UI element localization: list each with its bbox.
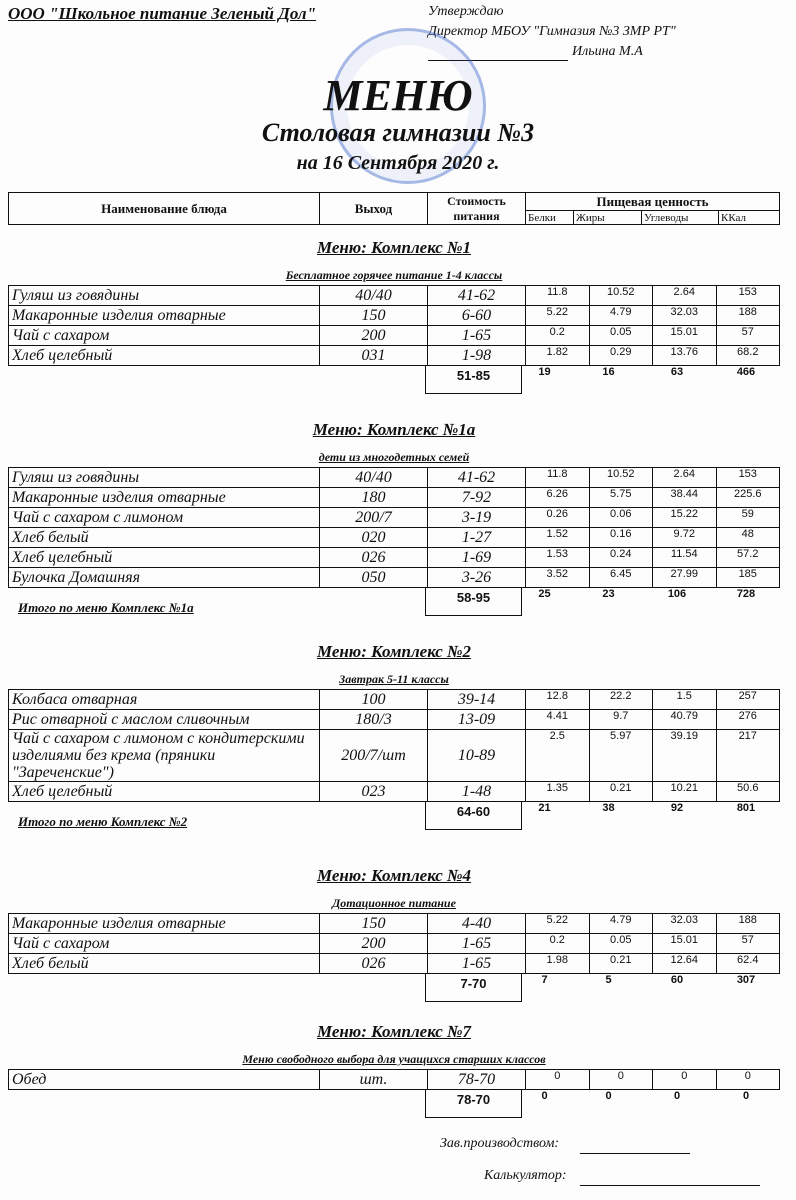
dish-yield: 40/40 [320, 286, 428, 306]
table-row [9, 286, 780, 306]
dish-yield: 100 [320, 690, 428, 710]
dish-fat: 4.79 [589, 914, 653, 934]
dish-kcal: 68.2 [716, 346, 780, 366]
col-protein: Белки [526, 211, 574, 225]
dish-fat: 0.21 [589, 782, 653, 802]
table-row [9, 934, 780, 954]
table-row [9, 1070, 780, 1090]
dish-carbs: 15.01 [653, 326, 717, 346]
dish-protein: 0 [526, 1070, 590, 1090]
total-nutrition-value: 801 [736, 802, 756, 814]
dish-protein: 4.41 [526, 710, 590, 730]
dish-protein: 5.22 [526, 306, 590, 326]
dish-name: Рис отварной с маслом сливочным [9, 710, 320, 730]
dish-name: Обед [9, 1070, 320, 1090]
dish-protein: 1.82 [526, 346, 590, 366]
dish-fat: 6.45 [589, 568, 653, 588]
dish-name: Макаронные изделия отварные [9, 306, 320, 326]
dish-carbs: 15.01 [653, 934, 717, 954]
dish-cost: 39-14 [428, 690, 526, 710]
total-nutrition-value: 38 [602, 802, 615, 814]
production-signature-line [580, 1152, 690, 1154]
dish-kcal: 62.4 [716, 954, 780, 974]
dish-protein: 5.22 [526, 914, 590, 934]
dish-fat: 0.24 [589, 548, 653, 568]
menu-section [8, 866, 780, 1002]
dish-protein: 11.8 [526, 286, 590, 306]
section-subtitle: дети из многодетных семей [318, 450, 470, 464]
total-nutrition-value: 60 [670, 974, 684, 986]
total-nutrition-value: 92 [670, 802, 684, 814]
menu-section [8, 642, 780, 830]
dish-name: Чай с сахаром [9, 326, 320, 346]
dish-yield: 200/7/шт [320, 730, 428, 782]
total-nutrition-value: 7 [541, 974, 548, 986]
dish-name: Чай с сахаром с лимоном с кондитерскими изделиями без крема (пряники "Зареченские") [9, 730, 320, 782]
dish-table [8, 467, 780, 588]
calculator-signature-line [580, 1184, 760, 1186]
dish-kcal: 188 [716, 914, 780, 934]
dish-carbs: 2.64 [653, 286, 717, 306]
table-row [9, 468, 780, 488]
dish-carbs: 11.54 [653, 548, 717, 568]
dish-kcal: 276 [716, 710, 780, 730]
dish-carbs: 15.22 [653, 508, 717, 528]
dish-yield: 026 [320, 548, 428, 568]
section-title: Меню: Комплекс №4 [316, 866, 472, 885]
dish-carbs: 39.19 [653, 730, 717, 782]
table-row [9, 326, 780, 346]
calculator-label: Калькулятор: [484, 1168, 567, 1183]
dish-fat: 0 [589, 1070, 653, 1090]
menu-section [8, 420, 780, 616]
menu-section [8, 1022, 780, 1118]
total-nutrition-value: 728 [736, 588, 756, 600]
dish-protein: 1.52 [526, 528, 590, 548]
dish-yield: 40/40 [320, 468, 428, 488]
dish-yield: 026 [320, 954, 428, 974]
dish-yield: шт. [320, 1070, 428, 1090]
dish-fat: 5.75 [589, 488, 653, 508]
dish-yield: 050 [320, 568, 428, 588]
dish-cost: 1-65 [428, 934, 526, 954]
production-manager-label: Зав.производством: [440, 1136, 560, 1151]
total-cost: 58-95 [425, 588, 522, 616]
total-label: Итого по меню Комплекс №1а [18, 600, 194, 615]
dish-carbs: 0 [653, 1070, 717, 1090]
col-carbs: Углеводы [642, 211, 719, 225]
dish-carbs: 32.03 [653, 306, 717, 326]
dish-cost: 1-65 [428, 954, 526, 974]
dish-protein: 1.53 [526, 548, 590, 568]
col-kcal: ККал [719, 211, 780, 225]
section-total [8, 588, 780, 616]
dish-fat: 0.05 [589, 934, 653, 954]
dish-cost: 13-09 [428, 710, 526, 730]
menu-section [8, 238, 780, 394]
total-nutrition-value: 19 [538, 366, 551, 378]
dish-protein: 0.2 [526, 934, 590, 954]
dish-fat: 10.52 [589, 468, 653, 488]
total-nutrition-value: 0 [742, 1090, 750, 1102]
dish-cost: 78-70 [428, 1070, 526, 1090]
total-nutrition-value: 307 [736, 974, 756, 986]
dish-protein: 1.98 [526, 954, 590, 974]
dish-carbs: 1.5 [653, 690, 717, 710]
dish-name: Макаронные изделия отварные [9, 488, 320, 508]
dish-kcal: 48 [716, 528, 780, 548]
dish-kcal: 57.2 [716, 548, 780, 568]
dish-carbs: 40.79 [653, 710, 717, 730]
dish-carbs: 2.64 [653, 468, 717, 488]
dish-fat: 0.05 [589, 326, 653, 346]
dish-fat: 4.79 [589, 306, 653, 326]
dish-protein: 0.2 [526, 326, 590, 346]
col-nutrition: Пищевая ценность [526, 193, 780, 211]
section-total [8, 802, 780, 830]
dish-yield: 180 [320, 488, 428, 508]
section-title: Меню: Комплекс №7 [316, 1022, 472, 1041]
section-subtitle: Бесплатное горячее питание 1-4 классы [285, 268, 503, 282]
dish-table [8, 285, 780, 366]
total-nutrition-value: 23 [602, 588, 615, 600]
dish-kcal: 57 [716, 326, 780, 346]
dish-protein: 12.8 [526, 690, 590, 710]
total-cost: 78-70 [425, 1090, 522, 1118]
dish-cost: 6-60 [428, 306, 526, 326]
section-subtitle: Меню свободного выбора для учащихся старших классов [242, 1052, 546, 1066]
menu-title: МЕНЮ [323, 71, 473, 120]
dish-carbs: 13.76 [653, 346, 717, 366]
total-cost: 7-70 [425, 974, 522, 1002]
col-name: Наименование блюда [9, 193, 320, 225]
dish-cost: 1-27 [428, 528, 526, 548]
dish-carbs: 12.64 [653, 954, 717, 974]
table-row [9, 568, 780, 588]
dish-table [8, 1069, 780, 1090]
dish-yield: 180/3 [320, 710, 428, 730]
dish-kcal: 50.6 [716, 782, 780, 802]
dish-protein: 11.8 [526, 468, 590, 488]
section-total [8, 366, 780, 394]
total-nutrition-value: 25 [538, 588, 551, 600]
dish-cost: 1-65 [428, 326, 526, 346]
total-nutrition-value: 63 [670, 366, 684, 378]
total-nutrition-value: 21 [538, 802, 551, 814]
dish-table [8, 689, 780, 802]
dish-name: Булочка Домашняя [9, 568, 320, 588]
dish-cost: 3-19 [428, 508, 526, 528]
dish-name: Гуляш из говядины [9, 286, 320, 306]
dish-kcal: 153 [716, 286, 780, 306]
dish-carbs: 32.03 [653, 914, 717, 934]
dish-kcal: 257 [716, 690, 780, 710]
table-row [9, 690, 780, 710]
table-row [9, 488, 780, 508]
dish-kcal: 59 [716, 508, 780, 528]
dish-kcal: 57 [716, 934, 780, 954]
dish-cost: 1-48 [428, 782, 526, 802]
menu-date: на 16 Сентября 2020 г. [296, 152, 500, 174]
total-cost: 64-60 [425, 802, 522, 830]
dish-kcal: 225.6 [716, 488, 780, 508]
section-title: Меню: Комплекс №1 [316, 238, 472, 257]
table-row [9, 954, 780, 974]
dish-kcal: 0 [716, 1070, 780, 1090]
dish-cost: 10-89 [428, 730, 526, 782]
section-subtitle: Дотационное питание [332, 896, 456, 910]
dish-carbs: 10.21 [653, 782, 717, 802]
table-row [9, 528, 780, 548]
dish-cost: 1-98 [428, 346, 526, 366]
dish-name: Чай с сахаром [9, 934, 320, 954]
dish-fat: 10.52 [589, 286, 653, 306]
dish-cost: 1-69 [428, 548, 526, 568]
dish-yield: 200/7 [320, 508, 428, 528]
dish-carbs: 38.44 [653, 488, 717, 508]
dish-protein: 0.26 [526, 508, 590, 528]
total-cost: 51-85 [425, 366, 522, 394]
dish-carbs: 9.72 [653, 528, 717, 548]
dish-cost: 7-92 [428, 488, 526, 508]
dish-name: Хлеб целебный [9, 782, 320, 802]
dish-kcal: 185 [716, 568, 780, 588]
dish-carbs: 27.99 [653, 568, 717, 588]
dish-fat: 0.06 [589, 508, 653, 528]
dish-name: Гуляш из говядины [9, 468, 320, 488]
dish-kcal: 153 [716, 468, 780, 488]
col-cost: Стоимость питания [428, 193, 526, 225]
section-total [8, 974, 780, 1002]
total-nutrition-value: 5 [605, 974, 612, 986]
director-name: Ильина М.А [572, 44, 643, 59]
total-nutrition-value: 106 [667, 588, 687, 600]
table-row [9, 710, 780, 730]
column-header-table [8, 192, 780, 225]
col-fat: Жиры [574, 211, 642, 225]
organization-name: ООО "Школьное питание Зеленый Дол" [8, 4, 317, 23]
dish-fat: 0.16 [589, 528, 653, 548]
table-row [9, 306, 780, 326]
dish-cost: 3-26 [428, 568, 526, 588]
col-yield: Выход [320, 193, 428, 225]
table-row [9, 346, 780, 366]
dish-fat: 0.29 [589, 346, 653, 366]
total-nutrition-value: 0 [541, 1090, 548, 1102]
dish-name: Макаронные изделия отварные [9, 914, 320, 934]
dish-yield: 150 [320, 914, 428, 934]
dish-fat: 5.97 [589, 730, 653, 782]
dish-cost: 4-40 [428, 914, 526, 934]
dish-fat: 22.2 [589, 690, 653, 710]
dish-name: Хлеб целебный [9, 548, 320, 568]
dish-kcal: 188 [716, 306, 780, 326]
dish-yield: 020 [320, 528, 428, 548]
section-subtitle: Завтрак 5-11 классы [339, 672, 449, 686]
canteen-title: Столовая гимназии №3 [261, 118, 535, 147]
approve-label: Утверждаю [428, 4, 504, 19]
dish-name: Хлеб целебный [9, 346, 320, 366]
section-title: Меню: Комплекс №2 [316, 642, 472, 661]
total-nutrition-value: 466 [736, 366, 756, 378]
dish-yield: 031 [320, 346, 428, 366]
table-row [9, 914, 780, 934]
dish-table [8, 913, 780, 974]
total-label: Итого по меню Комплекс №2 [18, 814, 188, 829]
total-nutrition-value: 16 [602, 366, 615, 378]
dish-yield: 023 [320, 782, 428, 802]
dish-fat: 0.21 [589, 954, 653, 974]
total-nutrition-value: 0 [673, 1090, 681, 1102]
dish-kcal: 217 [716, 730, 780, 782]
table-row [9, 508, 780, 528]
dish-name: Хлеб белый [9, 528, 320, 548]
dish-yield: 200 [320, 326, 428, 346]
table-row [9, 782, 780, 802]
section-title: Меню: Комплекс №1а [312, 420, 476, 439]
dish-name: Чай с сахаром с лимоном [9, 508, 320, 528]
dish-protein: 2.5 [526, 730, 590, 782]
director-title: Директор МБОУ "Гимназия №3 ЗМР РТ" [428, 24, 676, 39]
dish-protein: 6.26 [526, 488, 590, 508]
dish-name: Колбаса отварная [9, 690, 320, 710]
total-nutrition-value: 0 [605, 1090, 612, 1102]
dish-cost: 41-62 [428, 286, 526, 306]
section-total [8, 1090, 780, 1118]
dish-cost: 41-62 [428, 468, 526, 488]
dish-protein: 1.35 [526, 782, 590, 802]
table-row [9, 730, 780, 782]
dish-protein: 3.52 [526, 568, 590, 588]
table-row [9, 548, 780, 568]
dish-yield: 150 [320, 306, 428, 326]
dish-yield: 200 [320, 934, 428, 954]
dish-name: Хлеб белый [9, 954, 320, 974]
dish-fat: 9.7 [589, 710, 653, 730]
